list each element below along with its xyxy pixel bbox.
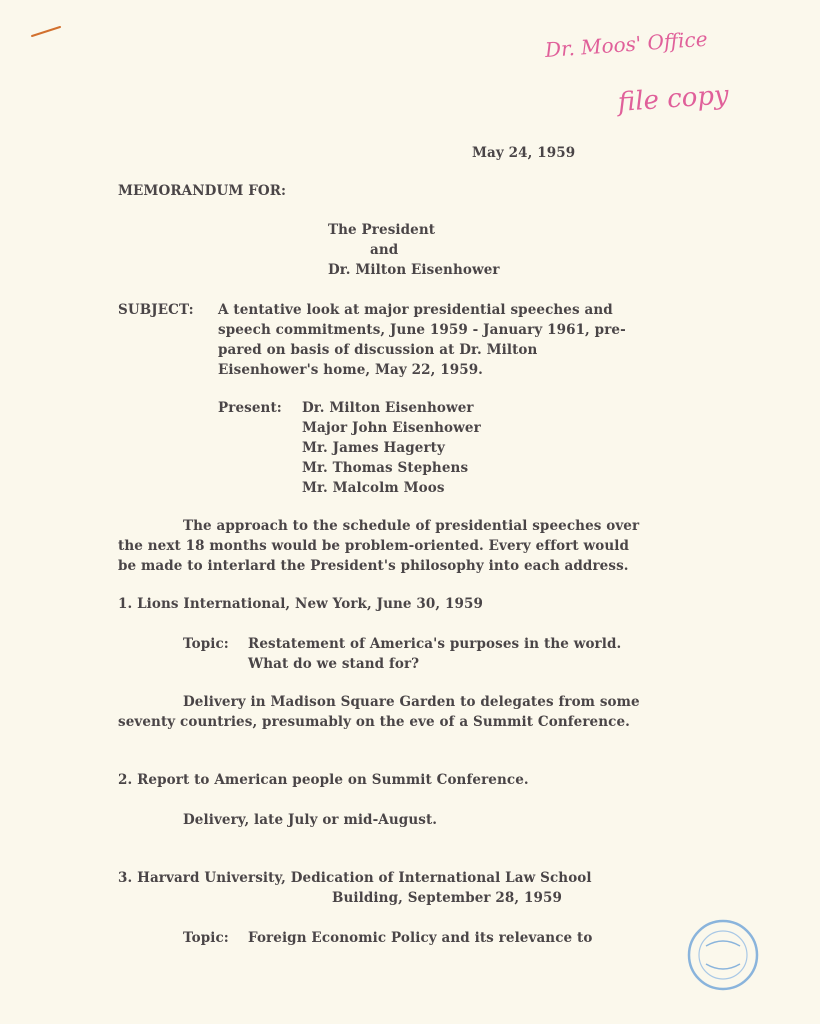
topic-line: Foreign Economic Policy and its relevance to (248, 930, 593, 946)
subject-line: pared on basis of discussion at Dr. Milton (218, 342, 538, 358)
intro-line: the next 18 months would be problem-oriented. Every effort would (118, 538, 630, 554)
handwritten-note-line1: Dr. Moos' Office (544, 26, 709, 62)
item-heading-line2: Building, September 28, 1959 (332, 890, 562, 906)
delivery-line: Delivery, late July or mid-August. (183, 812, 438, 828)
intro-line: The approach to the schedule of presidential speeches over (183, 518, 640, 534)
topic-line: Restatement of America's purposes in the world. (248, 636, 622, 652)
item-heading: 2. Report to American people on Summit Conference. (118, 772, 529, 788)
intro-line: be made to interlard the President's philosophy into each address. (118, 558, 629, 574)
pencil-mark (30, 24, 66, 38)
memo-date: May 24, 1959 (472, 145, 576, 161)
recipient: Dr. Milton Eisenhower (328, 262, 500, 278)
subject-line: Eisenhower's home, May 22, 1959. (218, 362, 483, 378)
item-heading: 1. Lions International, New York, June 30, 1959 (118, 596, 483, 612)
topic-label: Topic: (183, 636, 229, 652)
present-name: Major John Eisenhower (302, 420, 481, 436)
memo-label: MEMORANDUM FOR: (118, 183, 287, 199)
delivery-line: Delivery in Madison Square Garden to delegates from some (183, 694, 640, 710)
subject-label: SUBJECT: (118, 302, 194, 318)
library-stamp (686, 918, 760, 992)
subject-line: speech commitments, June 1959 - January 1961, pre- (218, 322, 626, 338)
present-name: Dr. Milton Eisenhower (302, 400, 474, 416)
topic-line: What do we stand for? (248, 656, 420, 672)
topic-label: Topic: (183, 930, 229, 946)
present-name: Mr. Thomas Stephens (302, 460, 469, 476)
present-name: Mr. Malcolm Moos (302, 480, 445, 496)
subject-line: A tentative look at major presidential speeches and (218, 302, 613, 318)
present-label: Present: (218, 400, 282, 416)
item-heading: 3. Harvard University, Dedication of International Law School (118, 870, 592, 886)
delivery-line: seventy countries, presumably on the eve of a Summit Conference. (118, 714, 630, 730)
handwritten-note-line2: file copy (616, 80, 730, 118)
recipient: and (370, 242, 399, 258)
recipient: The President (328, 222, 436, 238)
present-name: Mr. James Hagerty (302, 440, 445, 456)
